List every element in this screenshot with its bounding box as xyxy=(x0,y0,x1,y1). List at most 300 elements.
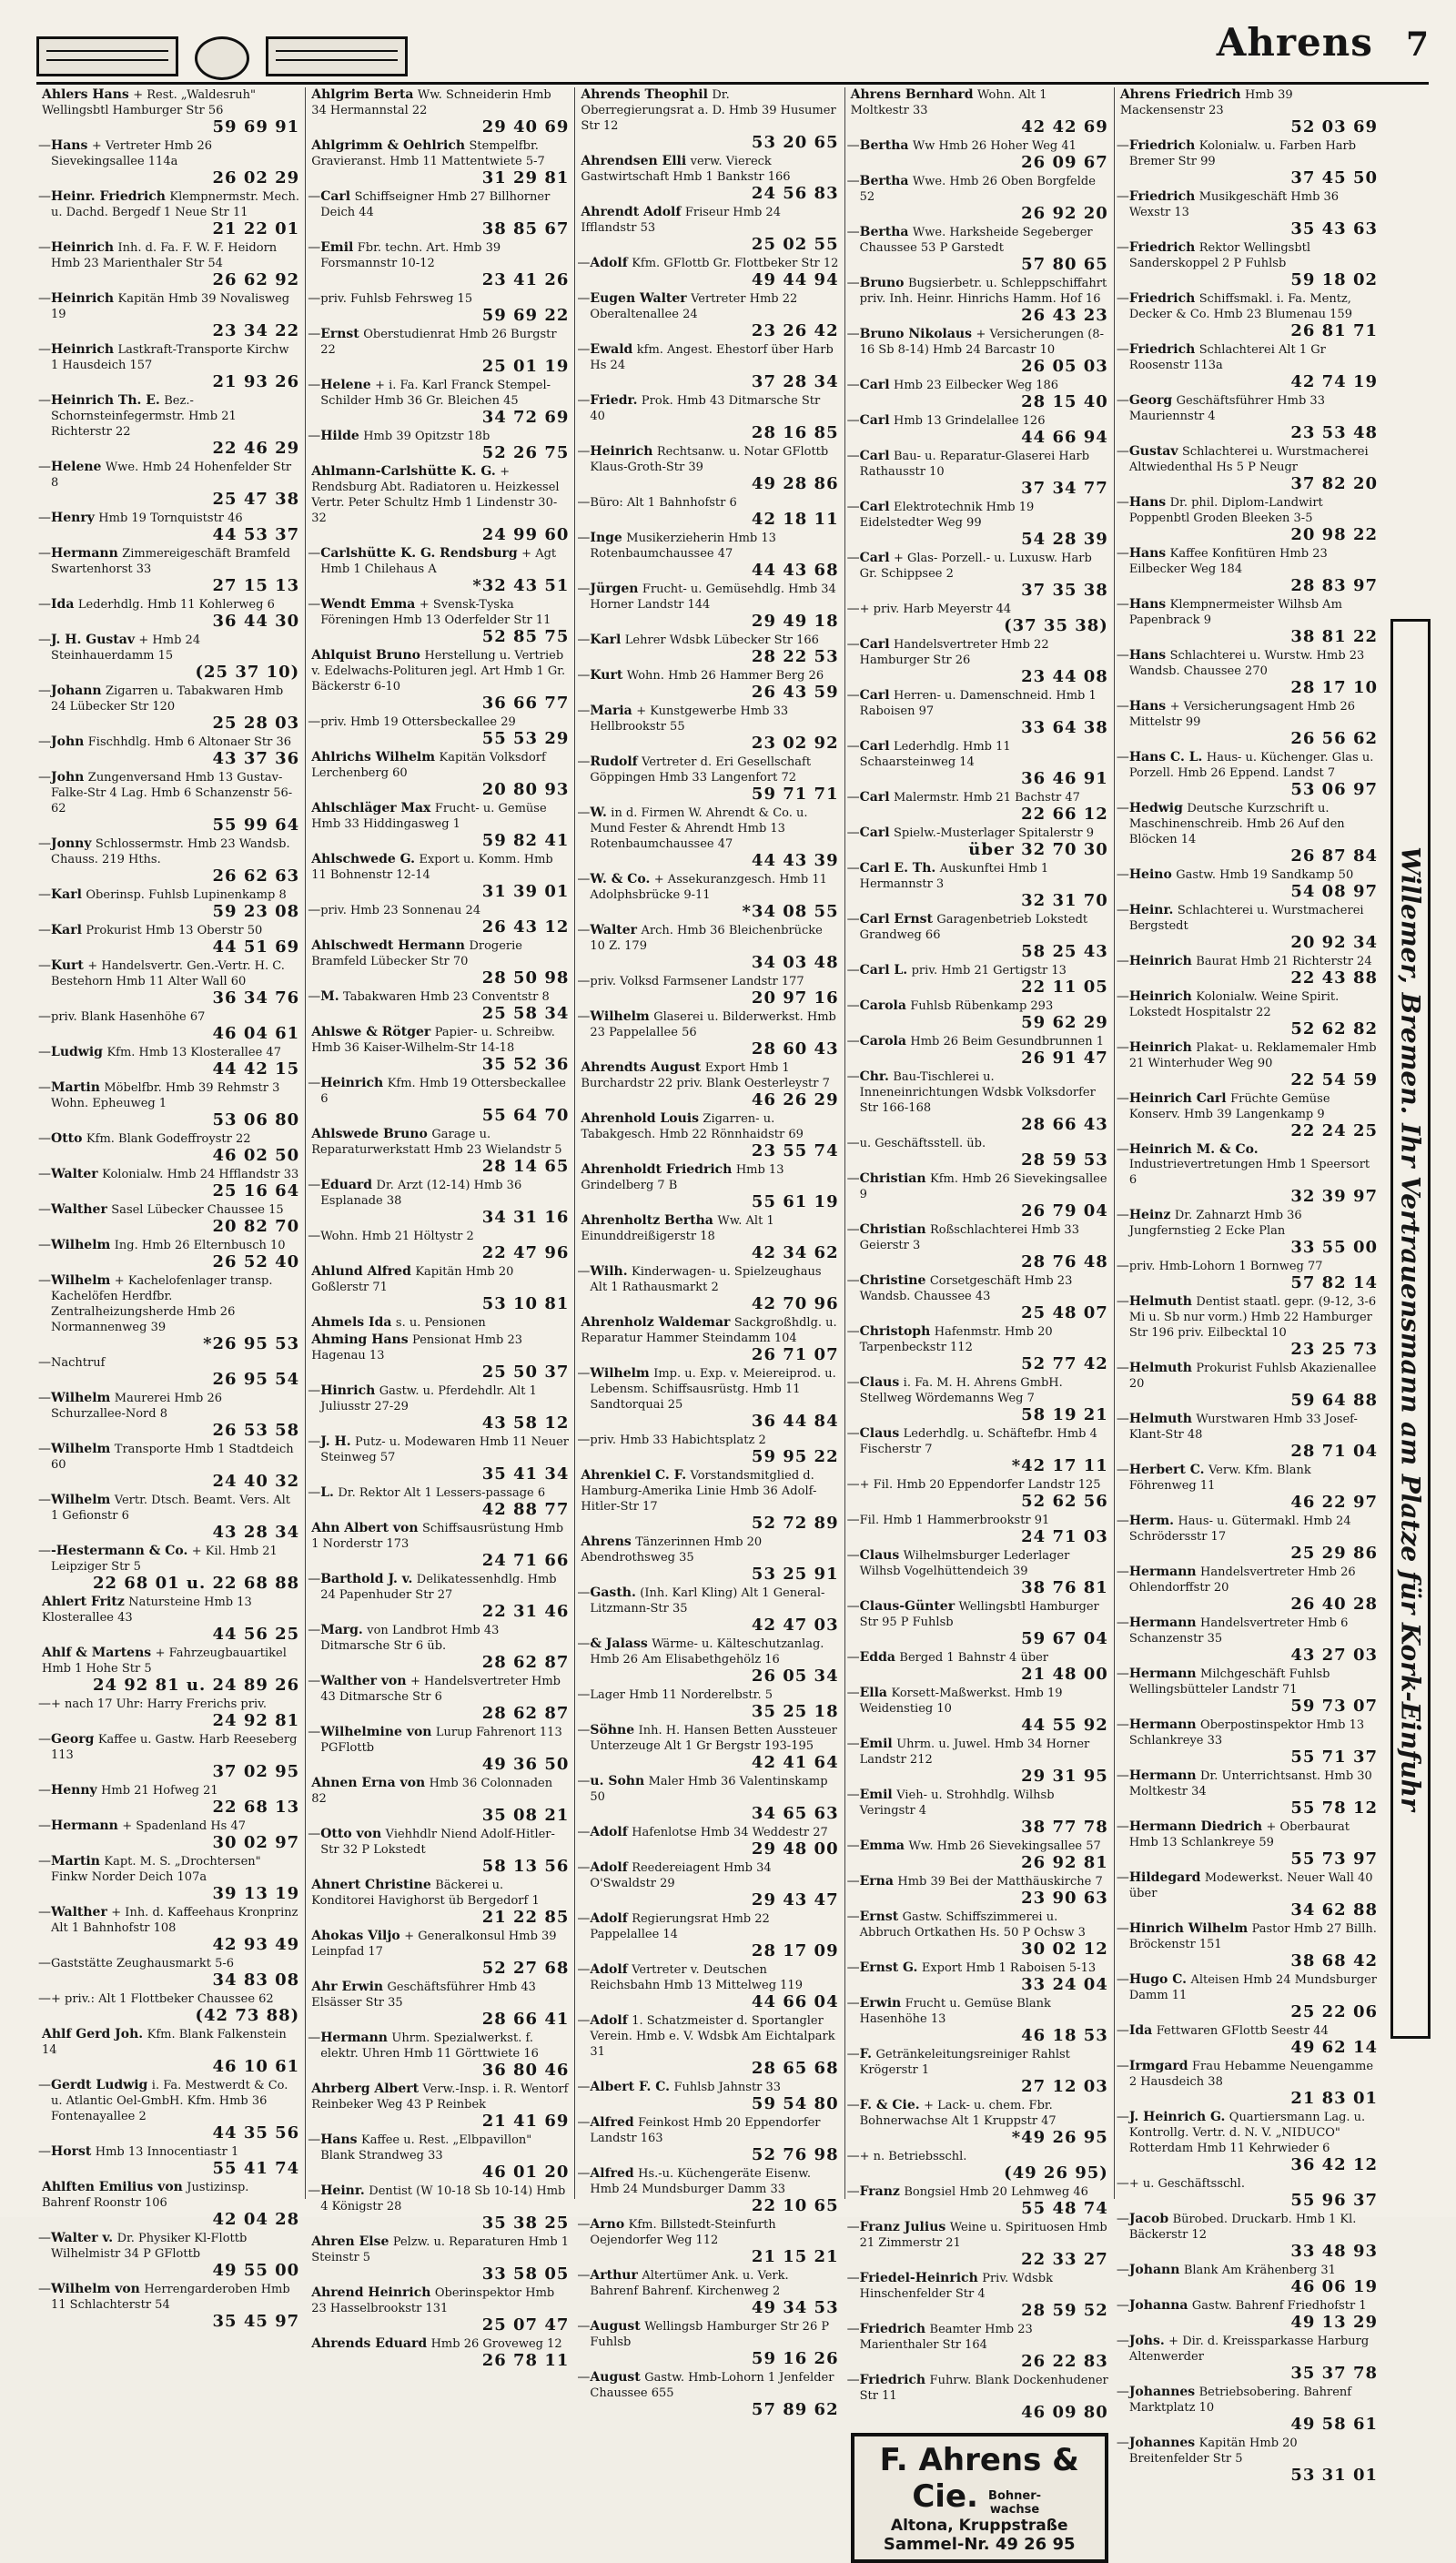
listing-description: Wellingsb Hamburger Str 26 P Fuhlsb xyxy=(590,2320,830,2349)
listing-phone: 58 19 21 xyxy=(1021,1405,1108,1424)
listing-entry xyxy=(311,2082,569,2132)
listing-name: Hans xyxy=(1128,597,1167,612)
listing-name: Carl E. Th. xyxy=(859,861,936,876)
listing-name: Heinr. Friedrich xyxy=(51,189,166,204)
listing-name: Wilhelmine von xyxy=(320,1725,432,1739)
listing-description: Altertümer Ank. u. Verk. Bahrenf Bahrenf. Kirchenweg 2 xyxy=(590,2269,789,2298)
listing-entry xyxy=(42,138,299,189)
listing-entry xyxy=(311,750,569,801)
listing-name: Rudolf xyxy=(590,755,638,769)
listing-phone: 26 43 23 xyxy=(1021,306,1108,325)
listing-description: i. Fa. M. H. Ahrens GmbH. Stellweg Wördemanns Weg 7 xyxy=(859,1376,1063,1405)
listing-entry xyxy=(311,2183,569,2234)
listing-entry xyxy=(42,2180,299,2231)
listing-phone: 44 53 37 xyxy=(212,525,300,544)
listing-description: Kapitän Hmb 20 Goßlerstr 71 xyxy=(311,1265,514,1294)
listing-name: Heinrich M. & Co. xyxy=(1128,1142,1259,1157)
listing-name: Ahrenholdt Friedrich xyxy=(581,1162,733,1177)
listing-phone: 52 03 69 xyxy=(1290,117,1379,137)
listing-phone: 55 71 37 xyxy=(1290,1748,1379,1767)
listing-name: Hermann xyxy=(1128,1768,1197,1783)
listing-name: Hermann xyxy=(1128,1565,1197,1579)
listing-description: + Vertreter Hmb 26 Sievekingsallee 114a xyxy=(51,139,212,168)
listing-phone: 22 33 27 xyxy=(1021,2250,1108,2269)
listing-description: Elektrotechnik Hmb 19 Eidelstedter Weg 99 xyxy=(859,501,1035,530)
listing-name: Gerdt Ludwig xyxy=(51,2078,148,2092)
listing-phone: 33 48 93 xyxy=(1290,2242,1379,2261)
listing-phone: 35 43 63 xyxy=(1290,219,1379,238)
listing-phone: 38 85 67 xyxy=(481,219,570,238)
listing-phone: 49 55 00 xyxy=(212,2261,300,2280)
listing-description: Möbelfbr. Hmb 39 Rehmstr 3 Wohn. Epheuweg 1 xyxy=(51,1081,280,1110)
listing-name: Ahlrichs Wilhelm xyxy=(311,750,436,765)
listing-description: Fischhdlg. Hmb 6 Altonaer Str 36 xyxy=(87,735,292,749)
listing-phone: (25 37 10) xyxy=(195,663,300,682)
listing-description: verw. Viereck Gastwirtschaft Hmb 1 Bankstr 166 xyxy=(581,155,791,184)
column-3 xyxy=(575,87,844,2419)
listing-phone: 30 02 12 xyxy=(1021,1940,1108,1959)
listing-name: Johannes xyxy=(1128,2436,1196,2450)
listing-entry xyxy=(42,291,299,342)
listing-phone: 54 08 97 xyxy=(1290,882,1379,901)
listing-description: s. u. Pensionen xyxy=(395,1316,486,1330)
listing-name: Carola xyxy=(859,998,906,1013)
listing-description: + Handelsvertreter Hmb 43 Ditmarsche Str 6 xyxy=(320,1675,561,1704)
listing-description: + priv.: Alt 1 Flottbeker Chaussee 62 xyxy=(51,1992,274,2006)
running-head xyxy=(1217,20,1429,65)
listing-description: Milchgeschäft Fuhlsb Wellingsbütteler Landstr 71 xyxy=(1128,1667,1330,1697)
listing-name: Heinrich xyxy=(51,342,115,357)
listing-entry xyxy=(1120,1616,1378,1666)
listing-description: + n. Betriebsschl. xyxy=(859,2150,967,2163)
listing-description: Frucht- u. Gemüse Hmb 33 Hiddingasweg 1 xyxy=(311,802,547,831)
listing-description: Vertreter v. Deutschen Reichsbahn Hmb 13 Mittelweg 119 xyxy=(590,1963,803,1992)
listing-description: Kfm. Billstedt-Steinfurth Oejendorfer Weg 112 xyxy=(590,2218,776,2247)
listing-description: Geschäftsführer Hmb 33 Mauriennstr 4 xyxy=(1128,394,1325,423)
listing-name: Friedrich xyxy=(1128,138,1196,153)
listing-name: Heinrich Th. E. xyxy=(51,393,160,408)
listing-phone: 26 56 62 xyxy=(1290,729,1379,748)
listing-description: Hmb 21 Hofweg 21 xyxy=(101,1784,218,1798)
listing-description: Haus- u. Küchenger. Glas u. Porzell. Hmb 26 Eppend. Landst 7 xyxy=(1128,751,1374,780)
listing-phone: 26 43 12 xyxy=(481,917,570,937)
listing-name: Heinr. xyxy=(1128,903,1174,917)
listing-description: + Oberbaurat Hmb 13 Schlankreye 59 xyxy=(1128,1820,1350,1849)
listing-name: Wilhelm xyxy=(51,1493,111,1507)
listing-name: Carola xyxy=(859,1034,906,1048)
listing-description: priv. Blank Hasenhöhe 67 xyxy=(51,1010,206,1024)
listing-entry xyxy=(1120,1412,1378,1463)
listing-name: Bruno Nikolaus xyxy=(859,327,972,341)
listing-entry xyxy=(851,2149,1108,2184)
listing-phone: 21 22 85 xyxy=(481,1908,570,1927)
listing-phone: 53 06 80 xyxy=(212,1110,300,1130)
column-1 xyxy=(36,87,306,2331)
listing-entry xyxy=(311,327,569,378)
listing-phone: 26 40 28 xyxy=(1290,1595,1379,1614)
listing-name: Johanna xyxy=(1128,2298,1188,2313)
listing-entry xyxy=(581,256,838,291)
listing-description: + nach 17 Uhr: Harry Frerichs priv. xyxy=(51,1697,268,1711)
listing-entry xyxy=(42,958,299,1009)
listing-name: Martin xyxy=(51,1854,100,1869)
listing-phone: 34 72 69 xyxy=(481,408,570,427)
listing-phone: 32 31 70 xyxy=(1021,891,1108,910)
listing-name: Wendt Emma xyxy=(320,597,416,612)
listing-description: Pelzw. u. Reparaturen Hmb 1 Steinstr 5 xyxy=(311,2235,570,2264)
listing-name: J. H. xyxy=(320,1434,351,1449)
listing-description: Wohn. Alt 1 Moltkestr 33 xyxy=(850,88,1047,117)
listing-phone: 44 43 68 xyxy=(751,561,839,580)
listing-entry xyxy=(851,2271,1108,2322)
listing-description: Garagenbetrieb Lokstedt Grandweg 66 xyxy=(859,913,1088,942)
listing-description: Gaststätte Zeughausmarkt 5-6 xyxy=(51,1957,234,1970)
listing-name: Adolf xyxy=(590,1860,628,1875)
listing-phone: 24 56 83 xyxy=(751,184,839,203)
listing-entry xyxy=(42,887,299,923)
listing-name: Adolf xyxy=(590,1962,628,1977)
listing-name: Heinz xyxy=(1128,1208,1171,1222)
listing-phone: (37 35 38) xyxy=(1004,616,1108,635)
listing-description: Ww. Alt 1 Einunddreißigerstr 18 xyxy=(581,1214,774,1243)
listing-entry xyxy=(851,963,1108,998)
listing-description: Kolonialw. Weine Spirit. Lokstedt Hospitalstr 22 xyxy=(1128,990,1340,1019)
listing-phone: 38 77 78 xyxy=(1021,1818,1108,1837)
listing-entry xyxy=(311,1623,569,1674)
listing-phone: 46 06 19 xyxy=(1290,2277,1379,2296)
listing-entry xyxy=(851,276,1108,327)
column-5 xyxy=(1115,87,1383,2485)
listing-entry xyxy=(311,597,569,648)
listing-description: Vertreter Hmb 22 Oberaltenallee 24 xyxy=(590,292,798,321)
listing-entry xyxy=(311,1264,569,1315)
listing-phone: *42 17 11 xyxy=(1011,1456,1108,1475)
listing-phone: 20 82 70 xyxy=(212,1217,300,1236)
listing-entry xyxy=(42,684,299,734)
listing-name: Ahrberg Albert xyxy=(311,2082,420,2096)
listing-description: Kolonialw. u. Farben Harb Bremer Str 99 xyxy=(1128,139,1357,168)
listing-name: Ahming Hans xyxy=(311,1332,409,1347)
listing-entry xyxy=(1120,240,1378,291)
listing-entry xyxy=(1120,1259,1378,1294)
listing-entry xyxy=(311,1434,569,1485)
listing-entry xyxy=(581,633,838,668)
listing-entry xyxy=(1120,2059,1378,2110)
listing-entry xyxy=(42,734,299,770)
listing-name: Eugen Walter xyxy=(590,291,687,306)
listing-entry xyxy=(42,189,299,240)
listing-name: Hermann xyxy=(1128,1616,1197,1630)
listing-entry xyxy=(851,1599,1108,1650)
listing-phone: 37 02 95 xyxy=(212,1762,300,1781)
listing-description: Kaffee Konfitüren Hmb 23 Eilbecker Weg 184 xyxy=(1128,547,1328,576)
listing-phone: 36 44 84 xyxy=(751,1412,839,1431)
listing-description: Dentist (W 10-18 Sb 10-14) Hmb 4 Königstr 28 xyxy=(320,2184,566,2214)
listing-name: Ahlschwede G. xyxy=(311,852,416,866)
listing-entry xyxy=(42,1956,299,1991)
listing-entry xyxy=(851,912,1108,963)
listing-name: Arthur xyxy=(590,2268,638,2283)
listing-entry xyxy=(42,240,299,291)
listing-entry xyxy=(311,648,569,714)
listing-name: Ahlswede Bruno xyxy=(311,1127,428,1141)
listing-description: Vertr. Dtsch. Beamt. Vers. Alt 1 Gefionstr 6 xyxy=(51,1494,291,1523)
listing-entry xyxy=(1120,189,1378,240)
listing-phone: 23 41 26 xyxy=(481,270,570,289)
listing-name: Heinrich Carl xyxy=(1128,1091,1227,1106)
listing-description: Putz- u. Modewaren Hmb 11 Neuer Steinweg 57 xyxy=(320,1435,569,1464)
listing-entry xyxy=(311,2234,569,2285)
listing-entry xyxy=(1120,1870,1378,1921)
listing-description: Oberpostinspektor Hmb 13 Schlankreye 33 xyxy=(1128,1718,1365,1748)
listing-entry xyxy=(851,449,1108,500)
listing-entry xyxy=(581,1213,838,1264)
listing-entry xyxy=(581,444,838,495)
listing-description: Hafenmstr. Hmb 20 Tarpenbeckstr 112 xyxy=(859,1325,1053,1354)
listing-phone: 46 01 20 xyxy=(481,2163,570,2182)
listing-description: Reedereiagent Hmb 34 O'Swaldstr 29 xyxy=(590,1861,772,1890)
listing-entry xyxy=(851,790,1108,826)
listing-phone: 46 26 29 xyxy=(751,1090,839,1109)
listing-phone: 55 99 64 xyxy=(212,816,300,835)
listing-phone: 42 47 03 xyxy=(751,1616,839,1635)
listing-name: Gustav xyxy=(1128,444,1178,459)
listing-description: i. Fa. Mestwerdt & Co. u. Atlantic Oel-GmbH. Kfm. Hmb 36 Fontenayallee 2 xyxy=(51,2079,288,2123)
listing-entry xyxy=(851,1477,1108,1513)
header-rule xyxy=(36,82,1429,85)
listing-phone: 28 22 53 xyxy=(751,647,839,666)
listing-phone: 46 18 53 xyxy=(1021,2026,1108,2045)
listing-phone: 22 24 25 xyxy=(1290,1121,1379,1140)
listing-phone: 44 56 25 xyxy=(212,1625,300,1644)
listing-name: John xyxy=(51,734,85,749)
listing-phone: 34 03 48 xyxy=(751,953,839,972)
listing-phone: 55 41 74 xyxy=(212,2159,300,2178)
listing-entry xyxy=(1120,291,1378,342)
listing-description: Kolonialw. Hmb 24 Hfflandstr 33 xyxy=(102,1168,299,1181)
listing-phone: 46 22 97 xyxy=(1290,1493,1379,1512)
listing-entry xyxy=(581,2268,838,2319)
listing-name: Emil xyxy=(320,240,354,255)
listing-entry xyxy=(851,1686,1108,1737)
listing-entry xyxy=(1120,954,1378,989)
listing-name: u. Sohn xyxy=(590,1774,645,1788)
listing-name: Kurt xyxy=(590,668,623,683)
listing-description: Kapt. M. S. „Drochtersen" Finkw Norder Deich 107a xyxy=(51,1855,261,1884)
listing-phone: 29 40 69 xyxy=(481,117,570,137)
listing-name: Ahr Erwin xyxy=(311,1980,384,1994)
listing-description: Dentist staatl. gepr. (9-12, 3-6 Mi u. Sb nur vorm.) Hmb 22 Hamburger Str 196 priv. Eilbecktal 10 xyxy=(1128,1295,1377,1340)
header-ad-strip xyxy=(36,36,408,80)
listing-name: Irmgard xyxy=(1128,2059,1188,2073)
listing-name: Alfred xyxy=(590,2115,634,2130)
listing-phone: 26 78 11 xyxy=(481,2351,570,2370)
listing-entry xyxy=(1120,801,1378,867)
listing-description: Kapitän Hmb 20 Breitenfelder Str 5 xyxy=(1128,2436,1298,2466)
listing-name: Ahlmann-Carlshütte K. G. xyxy=(311,464,496,479)
listing-description: Wohn. Hmb 26 Hammer Berg 26 xyxy=(626,669,824,683)
listing-name: Bruno xyxy=(859,276,905,290)
listing-description: Hmb 19 Tornquiststr 46 xyxy=(98,512,243,525)
listing-phone: 26 09 67 xyxy=(1021,153,1108,172)
listing-description: Oberinspektor Hmb 23 Hasselbrookstr 131 xyxy=(311,2286,555,2315)
listing-name: Ernst xyxy=(859,1910,899,1924)
listing-phone: 43 27 03 xyxy=(1290,1646,1379,1665)
listing-description: Drogerie Bramfeld Lübecker Str 70 xyxy=(311,939,522,968)
listing-entry xyxy=(1120,2263,1378,2298)
listing-description: Bürobed. Druckarb. Hmb 1 Kl. Bäckerstr 12 xyxy=(1128,2213,1357,2242)
listing-name: Ahlers Hans xyxy=(42,87,129,102)
listing-entry xyxy=(42,1783,299,1818)
listing-name: Friedrich xyxy=(859,2322,926,2336)
listing-description: Inh. H. Hansen Betten Aussteuer Unterzeuge Alt 1 Gr Bergstr 193-195 xyxy=(590,1724,837,1753)
listing-phone: 28 66 43 xyxy=(1021,1115,1108,1134)
listing-entry xyxy=(311,1572,569,1623)
listing-entry xyxy=(42,1646,299,1697)
listing-description: Alteisen Hmb 24 Mundsburger Damm 11 xyxy=(1128,1973,1377,2002)
rope-ornament-icon xyxy=(266,36,408,76)
listing-entry xyxy=(1120,699,1378,750)
listing-phone: 25 58 34 xyxy=(481,1004,570,1023)
logo-icon xyxy=(195,36,249,80)
listing-name: Carl xyxy=(859,688,890,703)
listing-description: von Landbrot Hmb 43 Ditmarsche Str 6 üb. xyxy=(320,1624,500,1653)
listing-description: Bez.-Schornsteinfegermstr. Hmb 21 Richterstr 22 xyxy=(51,394,237,439)
listing-description: Wwe. Harksheide Segeberger Chaussee 53 P Garstedt xyxy=(859,226,1093,255)
listing-phone: 39 13 19 xyxy=(212,1884,300,1903)
listing-description: Klempnermeister Wilhsb Am Papenbrack 9 xyxy=(1128,598,1342,627)
listing-name: Claus-Günter xyxy=(859,1599,956,1614)
listing-name: Ahrendt Adolf xyxy=(581,205,682,219)
listing-description: Fuhlsb Rübenkamp 293 xyxy=(910,999,1054,1013)
listing-description: Ww. Schneiderin Hmb 34 Hermannstal 22 xyxy=(311,88,551,117)
listing-name: M. xyxy=(320,989,339,1004)
listing-name: Barthold J. v. xyxy=(320,1572,413,1586)
listing-phone: 34 31 16 xyxy=(481,1208,570,1227)
listing-description: + Kil. Hmb 21 Leipziger Str 5 xyxy=(51,1545,278,1574)
listing-name: Jacob xyxy=(1128,2212,1169,2226)
listing-phone: über 32 70 30 xyxy=(968,840,1108,859)
listing-entry xyxy=(581,205,838,256)
listing-name: Bertha xyxy=(859,138,909,153)
listing-entry xyxy=(851,327,1108,378)
listing-name: Gasth. xyxy=(590,1585,636,1600)
listing-name: Hans C. L. xyxy=(1128,750,1203,765)
listing-entry xyxy=(851,225,1108,276)
listing-phone: 37 82 20 xyxy=(1290,474,1379,493)
listing-description: + Glas- Porzell.- u. Luxusw. Harb Gr. Schippsee 2 xyxy=(859,552,1092,581)
listing-name: Hermann xyxy=(51,546,118,561)
listing-name: Karl xyxy=(51,923,82,937)
listing-phone: 59 64 88 xyxy=(1290,1391,1379,1410)
listing-entry xyxy=(581,2080,838,2115)
listing-phone: 25 16 64 xyxy=(212,1181,300,1200)
listing-phone: 25 50 37 xyxy=(481,1363,570,1382)
listing-description: Regierungsrat Hmb 22 Pappelallee 14 xyxy=(590,1912,770,1941)
listing-phone: (42 73 88) xyxy=(195,2006,300,2025)
listing-name: Carl xyxy=(859,637,890,652)
listing-name: Franz Julius xyxy=(859,2220,946,2234)
listing-description: Betriebsobering. Bahrenf Marktplatz 10 xyxy=(1128,2386,1352,2415)
listing-phone: 23 25 73 xyxy=(1290,1340,1379,1359)
listing-entry xyxy=(851,138,1108,174)
listing-entry xyxy=(1120,1972,1378,2023)
listing-description: Gastw. u. Pferdehdlr. Alt 1 Juliusstr 27-29 xyxy=(320,1384,537,1413)
listing-phone: 26 71 07 xyxy=(751,1345,839,1364)
listing-description: Schlachterei Alt 1 Gr Roosenstr 113a xyxy=(1128,343,1326,372)
listing-entry xyxy=(851,551,1108,602)
listing-entry xyxy=(851,1034,1108,1069)
listing-entry xyxy=(581,1535,838,1585)
listing-entry xyxy=(581,342,838,393)
listing-entry xyxy=(311,546,569,597)
listing-name: Carl xyxy=(859,739,890,754)
listing-entry xyxy=(851,1996,1108,2047)
listing-description: Gastw. Schiffszimmerei u. Abbruch Ortkathen Hs. 50 P Ochsw 3 xyxy=(859,1910,1086,1940)
listing-name: Friedrich xyxy=(1128,189,1196,204)
listing-name: J. Heinrich G. xyxy=(1128,2110,1226,2124)
listing-entry xyxy=(851,826,1108,861)
listing-phone: 20 98 22 xyxy=(1290,525,1379,544)
listing-entry xyxy=(311,138,569,189)
listing-description: Verw. Kfm. Blank Föhrenweg 11 xyxy=(1128,1464,1311,1493)
listing-phone: 42 41 64 xyxy=(751,1753,839,1772)
listing-name: Eduard xyxy=(320,1178,373,1192)
listing-description: Tabakwaren Hmb 23 Conventstr 8 xyxy=(343,990,550,1004)
listing-entry xyxy=(581,1962,838,2013)
listing-entry xyxy=(42,1442,299,1493)
listing-name: Hans xyxy=(51,138,88,153)
listing-description: Blank Am Krähenberg 31 xyxy=(1183,2264,1336,2277)
listing-name: Herbert C. xyxy=(1128,1463,1205,1477)
listing-description: Sackgroßhdlg. u. Reparatur Hammer Steindamm 104 xyxy=(581,1316,837,1345)
listing-entry xyxy=(851,2322,1108,2373)
listing-description: Wwe. Hmb 26 Oben Borgfelde 52 xyxy=(859,175,1096,204)
listing-entry xyxy=(581,923,838,974)
listing-entry xyxy=(581,1111,838,1162)
listing-name: Ida xyxy=(1128,2023,1153,2038)
listing-phone: 53 25 91 xyxy=(751,1565,839,1584)
listing-description: Hmb 36 Colonnaden 82 xyxy=(311,1777,553,1806)
listing-phone: 26 81 71 xyxy=(1290,321,1379,340)
listing-description: Hmb 23 Eilbecker Weg 186 xyxy=(893,379,1059,392)
listing-name: Emma xyxy=(859,1839,905,1853)
listing-phone: 25 47 38 xyxy=(212,490,300,509)
listing-phone: 42 34 62 xyxy=(751,1243,839,1262)
listing-entry xyxy=(1120,903,1378,954)
listing-phone: 28 83 97 xyxy=(1290,576,1379,595)
listing-name: Kurt xyxy=(51,958,84,973)
listing-name: Hermann Diedrich xyxy=(1128,1819,1262,1834)
listing-description: Kaffee u. Rest. „Elbpavillon" Blank Strandweg 33 xyxy=(320,2133,532,2163)
listing-name: Ahrens xyxy=(581,1535,632,1549)
listing-description: + priv. Harb Meyerstr 44 xyxy=(859,603,1012,616)
listing-name: Marg. xyxy=(320,1623,363,1637)
listing-entry xyxy=(311,1827,569,1878)
running-head-surname: Ahrens xyxy=(1216,20,1373,65)
listing-name: Heinrich xyxy=(320,1076,384,1090)
listing-phone: 59 54 80 xyxy=(751,2094,839,2113)
listing-name: Carl xyxy=(859,551,890,565)
listing-phone: 24 71 03 xyxy=(1021,1527,1108,1546)
listing-description: Oberinsp. Fuhlsb Lupinenkamp 8 xyxy=(86,888,287,902)
listing-phone: 20 80 93 xyxy=(481,780,570,799)
listing-phone: 33 64 38 xyxy=(1021,718,1108,737)
listing-description: Ww. Hmb 26 Sievekingsallee 57 xyxy=(908,1839,1101,1853)
listing-name: Karl xyxy=(590,633,622,647)
listing-description: Lurup Fahrenort 113 PGFlottb xyxy=(320,1726,562,1755)
listing-description: Dr. Arzt (12-14) Hmb 36 Esplanade 38 xyxy=(320,1179,522,1208)
